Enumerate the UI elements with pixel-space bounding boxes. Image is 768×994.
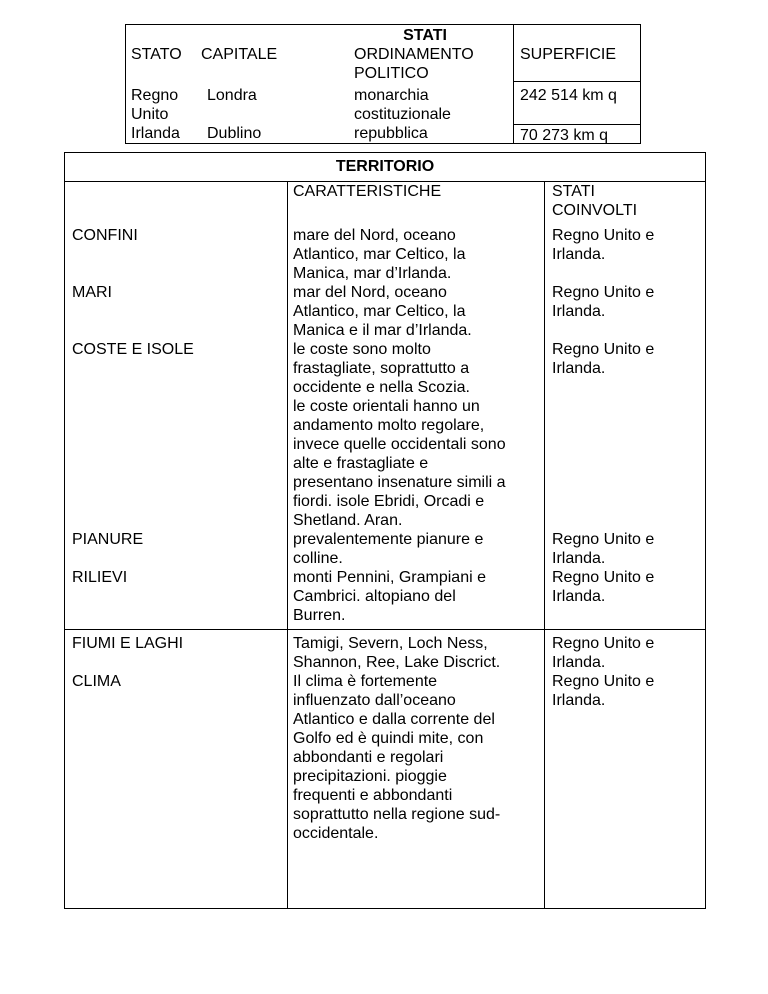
stati-cell-capitale: Londra [207, 87, 257, 104]
territorio-row-label: COSTE E ISOLE [72, 341, 194, 358]
stati-header-superficie: SUPERFICIE [520, 46, 617, 63]
territorio-row-label: CONFINI [72, 227, 138, 244]
stati-cell-stato: Regno Unito [131, 87, 179, 123]
territorio-border-top [64, 152, 706, 153]
territorio-row-caratteristiche: prevalentemente pianure e colline. [293, 531, 484, 567]
territorio-row-stati: Regno Unito e Irlanda. [552, 531, 655, 567]
territorio-row-label: FIUMI E LAGHI [72, 635, 184, 652]
territorio-row-caratteristiche: monti Pennini, Grampiani e Cambrici. altopiano del Burren. [293, 569, 486, 624]
territorio-row-label: CLIMA [72, 673, 121, 690]
territorio-row-stati: Regno Unito e Irlanda. [552, 673, 655, 709]
stati-header-stato: STATO [131, 46, 182, 63]
territorio-row-stati: Regno Unito e Irlanda. [552, 341, 655, 377]
stati-border-left [125, 24, 126, 144]
territorio-border-bottom [64, 908, 706, 909]
stati-cell-stato: Irlanda [131, 125, 180, 142]
stati-cell-superficie: 242 514 km q [520, 87, 617, 104]
stati-header-capitale: CAPITALE [201, 46, 278, 63]
territorio-row-caratteristiche: Il clima è fortemente influenzato dall’oceano Atlantico e dalla corrente del Golfo ed è quindi mite, con abbondanti e regolari precipitazioni. pioggie frequenti e abbondanti soprattutto nella regione sud- occidentale. [293, 673, 501, 842]
territorio-divider [287, 181, 288, 909]
stati-divider [513, 124, 641, 125]
stati-divider [513, 24, 514, 144]
territorio-row-label: MARI [72, 284, 112, 301]
stati-border-top [125, 24, 641, 25]
territorio-header-stati: STATI COINVOLTI [552, 183, 638, 219]
stati-divider [513, 81, 641, 82]
stati-title: STATI [403, 27, 447, 44]
territorio-row-caratteristiche: mar del Nord, oceano Atlantico, mar Celtico, la Manica e il mar d’Irlanda. [293, 284, 472, 339]
territorio-header-caratteristiche: CARATTERISTICHE [293, 183, 442, 200]
territorio-row-caratteristiche: Tamigi, Severn, Loch Ness, Shannon, Ree, Lake Discrict. [293, 635, 501, 671]
stati-header-ordinamento: ORDINAMENTO POLITICO [354, 46, 474, 82]
territorio-border-left [64, 152, 65, 909]
stati-cell-ordinamento: repubblica [354, 125, 428, 142]
territorio-row-label: RILIEVI [72, 569, 128, 586]
stati-cell-superficie: 70 273 km q [520, 127, 609, 144]
territorio-row-caratteristiche: mare del Nord, oceano Atlantico, mar Celtico, la Manica, mar d’Irlanda. [293, 227, 466, 282]
territorio-row-stati: Regno Unito e Irlanda. [552, 227, 655, 263]
territorio-row-label: PIANURE [72, 531, 144, 548]
territorio-title: TERRITORIO [335, 158, 435, 175]
territorio-divider [544, 181, 545, 909]
territorio-row-stati: Regno Unito e Irlanda. [552, 569, 655, 605]
territorio-border-right [705, 152, 706, 909]
stati-border-right [640, 24, 641, 144]
territorio-row-caratteristiche: le coste sono molto frastagliate, soprattutto a occidente e nella Scozia. le coste orientali hanno un andamento molto regolare, invece quelle occidentali sono alte e frastagliate e presentano insenature simili a fiordi. isole Ebridi, Orcadi e Shetland. Aran. [293, 341, 506, 529]
territorio-row-stati: Regno Unito e Irlanda. [552, 284, 655, 320]
stati-cell-ordinamento: monarchia costituzionale [354, 87, 451, 123]
territorio-row-stati: Regno Unito e Irlanda. [552, 635, 655, 671]
territorio-divider [64, 629, 706, 630]
stati-cell-capitale: Dublino [207, 125, 262, 142]
